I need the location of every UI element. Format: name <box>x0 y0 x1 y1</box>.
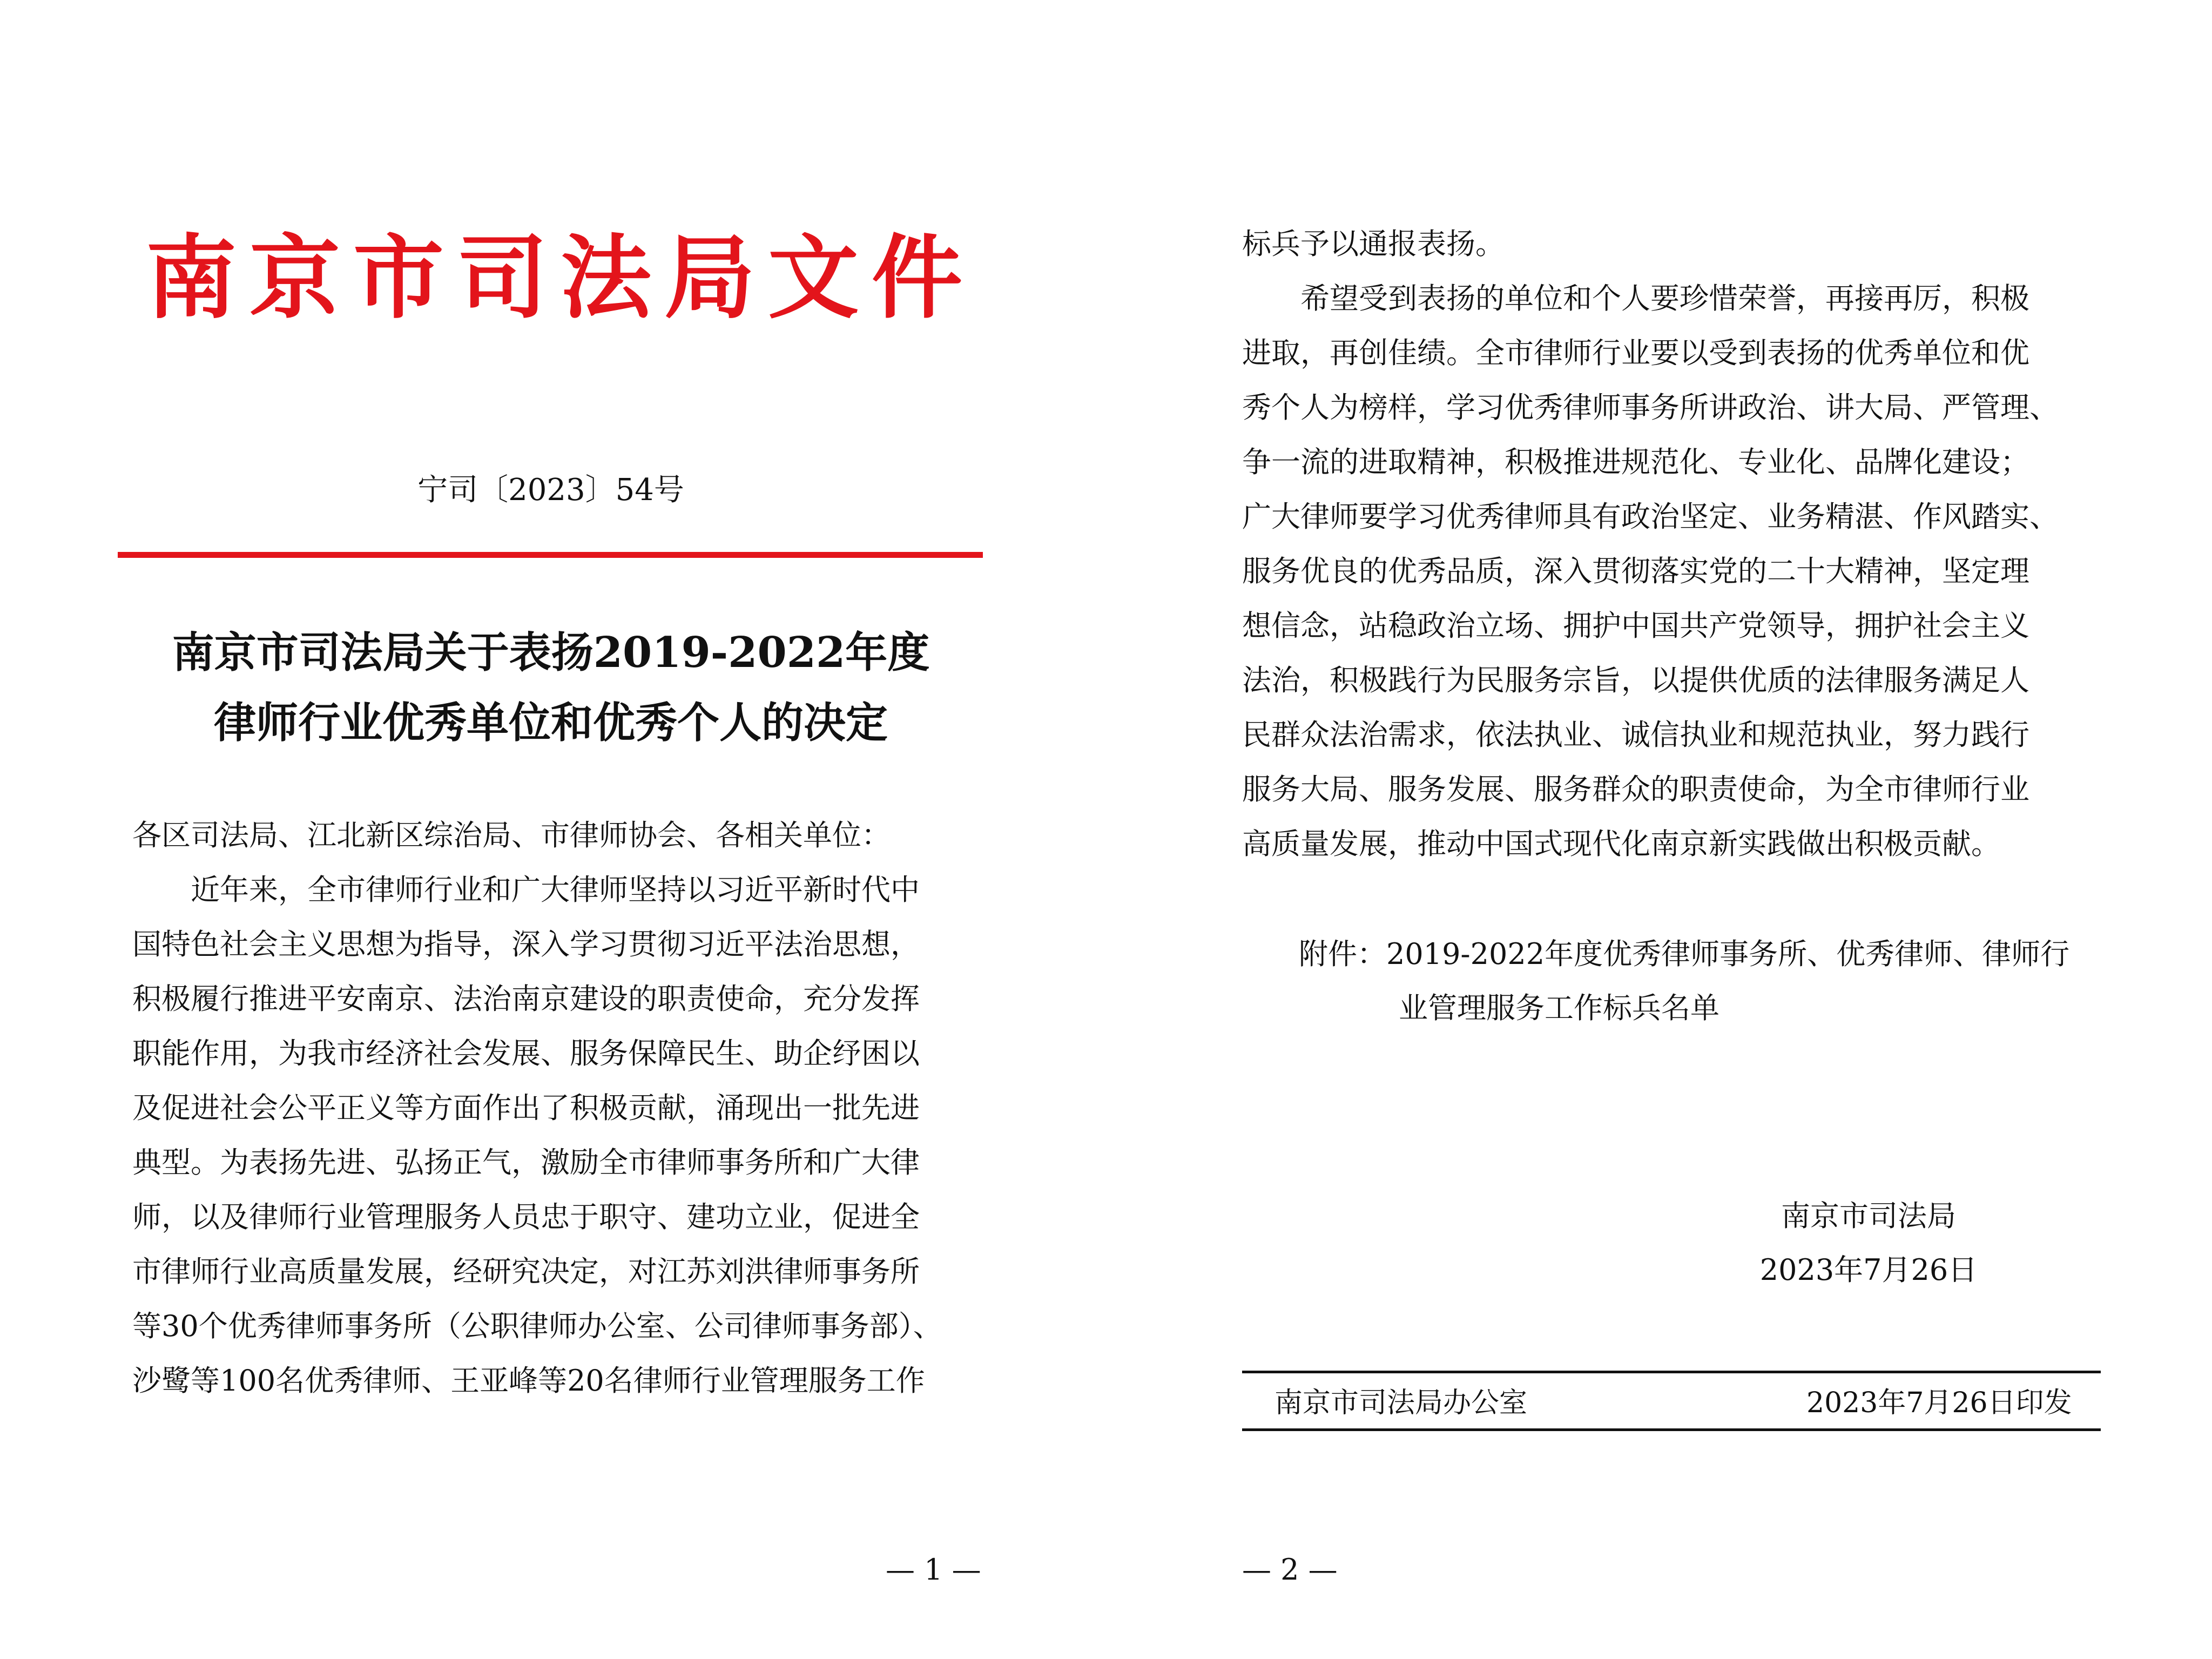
body-line: 典型。为表扬先进、弘扬正气，激励全市律师事务所和广大律 <box>132 1145 920 1179</box>
body-line: 服务优良的优秀品质，深入贯彻落实党的二十大精神，坚定理 <box>1242 554 2029 588</box>
body-line: 及促进社会公平正义等方面作出了积极贡献，涌现出一批先进 <box>132 1091 920 1125</box>
signature-organization: 南京市司法局 <box>1781 1199 1956 1233</box>
body-line: 希望受到表扬的单位和个人要珍惜荣誉，再接再厉，积极 <box>1242 281 2029 315</box>
body-line: 广大律师要学习优秀律师具有政治坚定、业务精湛、作风踏实、 <box>1242 500 2059 534</box>
body-line: 秀个人为榜样，学习优秀律师事务所讲政治、讲大局、严管理、 <box>1242 390 2059 424</box>
signature-date: 2023年7月26日 <box>1759 1253 1978 1287</box>
body-line: 法治，积极践行为民服务宗旨，以提供优质的法律服务满足人 <box>1242 663 2029 697</box>
body-line: 想信念，站稳政治立场、拥护中国共产党领导，拥护社会主义 <box>1242 609 2029 643</box>
document-title-line-2: 律师行业优秀单位和优秀个人的决定 <box>213 698 888 747</box>
body-line: 争一流的进取精神，积极推进规范化、专业化、品牌化建设； <box>1242 445 2029 479</box>
body-line: 积极履行推进平安南京、法治南京建设的职责使命，充分发挥 <box>132 982 920 1016</box>
salutation: 各区司法局、江北新区综治局、市律师协会、各相关单位： <box>132 818 891 852</box>
body-line: 职能作用，为我市经济社会发展、服务保障民生、助企纾困以 <box>132 1036 920 1070</box>
body-line: 服务大局、服务发展、服务群众的职责使命，为全市律师行业 <box>1242 772 2029 806</box>
document-header-title: 南京市司法局文件 <box>146 224 975 331</box>
attachment-line-2: 业管理服务工作标兵名单 <box>1399 991 1719 1025</box>
body-line: 师，以及律师行业管理服务人员忠于职守、建功立业，促进全 <box>132 1200 920 1234</box>
red-separator-rule <box>118 552 983 558</box>
body-line: 进取，再创佳绩。全市律师行业要以受到表扬的优秀单位和优 <box>1242 336 2029 370</box>
document-number: 宁司〔2023〕54号 <box>417 473 684 508</box>
page-number-1: — 1 — <box>886 1553 981 1587</box>
document-title-line-1: 南京市司法局关于表扬2019-2022年度 <box>172 628 930 677</box>
body-line: 民群众法治需求，依法执业、诚信执业和规范执业，努力践行 <box>1242 718 2029 752</box>
body-line: 高质量发展，推动中国式现代化南京新实践做出积极贡献。 <box>1242 827 2000 861</box>
body-line: 国特色社会主义思想为指导，深入学习贯彻习近平法治思想， <box>132 927 920 961</box>
footer-issuing-office: 南京市司法局办公室 <box>1274 1387 1528 1419</box>
body-line: 近年来，全市律师行业和广大律师坚持以习近平新时代中 <box>132 873 920 907</box>
body-line: 沙鹭等100名优秀律师、王亚峰等20名律师行业管理服务工作 <box>132 1364 925 1398</box>
body-line: 标兵予以通报表扬。 <box>1242 227 1505 261</box>
attachment-line-1: 附件：2019-2022年度优秀律师事务所、优秀律师、律师行 <box>1299 937 2070 971</box>
footer-issue-date: 2023年7月26日印发 <box>1806 1387 2072 1419</box>
body-line: 市律师行业高质量发展，经研究决定，对江苏刘洪律师事务所 <box>132 1255 920 1289</box>
body-line: 等30个优秀律师事务所（公职律师办公室、公司律师事务部）、 <box>132 1309 942 1343</box>
page-number-2: — 2 — <box>1242 1553 1338 1587</box>
footer-top-rule <box>1242 1371 2101 1373</box>
footer-bottom-rule <box>1242 1428 2101 1431</box>
